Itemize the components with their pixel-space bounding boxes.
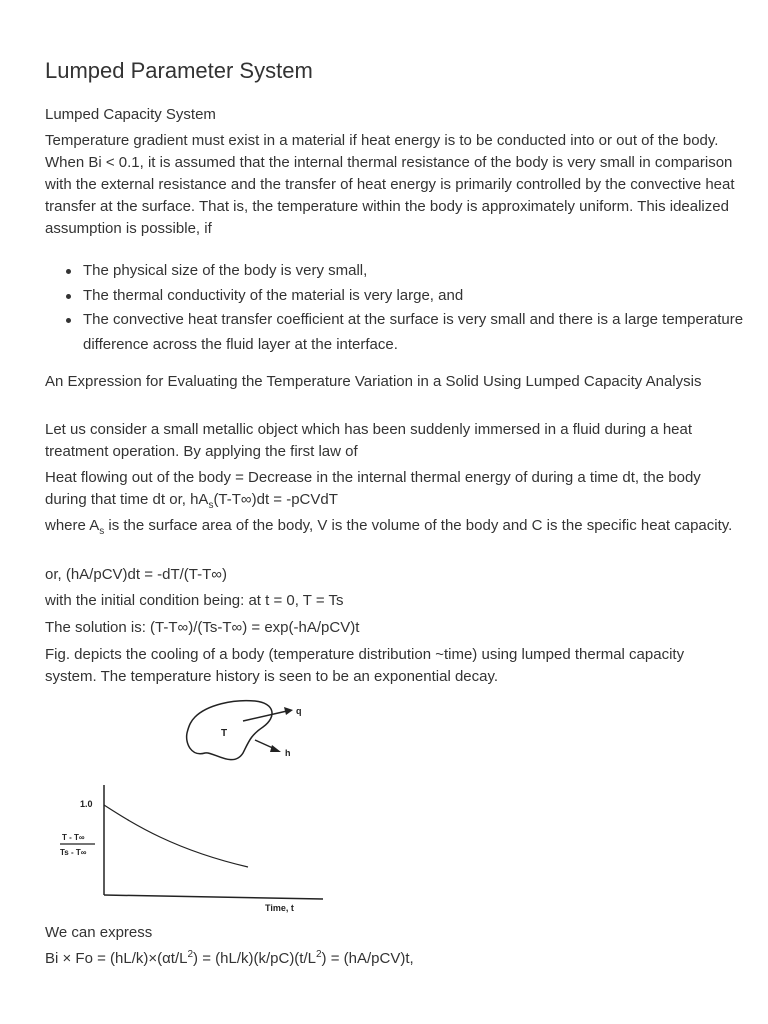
body-label: T bbox=[221, 728, 228, 739]
solution-equation: The solution is: (T-T∞)/(Ts-T∞) = exp(-hA/pCV)t bbox=[45, 619, 360, 636]
list-item: The convective heat transfer coefficient at the surface is very small and there is a large temperature difference across the fluid layer at the interface. bbox=[83, 308, 768, 357]
initial-condition: with the initial condition being: at t = 0, T = Ts bbox=[45, 592, 344, 609]
x-axis bbox=[104, 895, 323, 899]
y-tick-label: 1.0 bbox=[80, 799, 93, 809]
list-item: The thermal conductivity of the material is very large, and bbox=[83, 284, 768, 309]
where-paragraph: where $A_s$ is the surface area of the body, V is the volume of the body and C is the specific heat capacity. bbox=[45, 517, 733, 537]
h-label: h bbox=[285, 748, 291, 758]
list-item: The physical size of the body is very small, bbox=[83, 259, 768, 284]
body-shape bbox=[187, 701, 272, 760]
cooling-figure bbox=[55, 695, 335, 920]
y-label-denominator: Ts - T∞ bbox=[60, 848, 87, 857]
biot-fourier-equation: $Bi \times Fo = (hL/k)\times(\alpha t/L^2) = (hL/k)(k/pC)(t/L^2) = (hA/pCV)t$, bbox=[45, 949, 414, 967]
page-title: Lumped Parameter System bbox=[45, 58, 313, 83]
section-subtitle: Lumped Capacity System bbox=[45, 106, 216, 123]
heat-flow-equation: Heat flowing out of the body = Decrease in the internal thermal energy of during a time dt, the body during that time dt or, $hA_s(T-T\infty)dt$ = -pCVdT bbox=[45, 469, 701, 511]
q-arrow bbox=[243, 711, 287, 721]
intro-paragraph: Temperature gradient must exist in a material if heat energy is to be conducted into or out of the body. When Bi < 0.1, it is assumed that the internal thermal resistance of the body is very small in comparison with the external resistance and the transfer of heat energy is primarily controlled by the convective heat transfer at the surface. That is, the temperature within the body is approximately uniform. This idealized assumption is possible, if bbox=[45, 132, 735, 237]
y-label-numerator: T - T∞ bbox=[62, 833, 85, 842]
conditions-list bbox=[45, 259, 768, 357]
figure-description: Fig. depicts the cooling of a body (temperature distribution ~time) using lumped thermal capacity system. The temperature history is seen to be an exponential decay. bbox=[45, 646, 685, 685]
expression-heading: An Expression for Evaluating the Temperature Variation in a Solid Using Lumped Capacity Analysis bbox=[45, 373, 702, 390]
x-axis-label: Time, t bbox=[265, 903, 294, 913]
decay-curve bbox=[104, 805, 248, 867]
q-label: q bbox=[296, 706, 302, 716]
or-equation: or, (hA/pCV)dt = -dT/(T-T∞) bbox=[45, 566, 227, 583]
consider-paragraph: Let us consider a small metallic object which has been suddenly immersed in a fluid during a heat treatment operation. By applying the first law of bbox=[45, 421, 693, 460]
we-can-express: We can express bbox=[45, 924, 153, 941]
